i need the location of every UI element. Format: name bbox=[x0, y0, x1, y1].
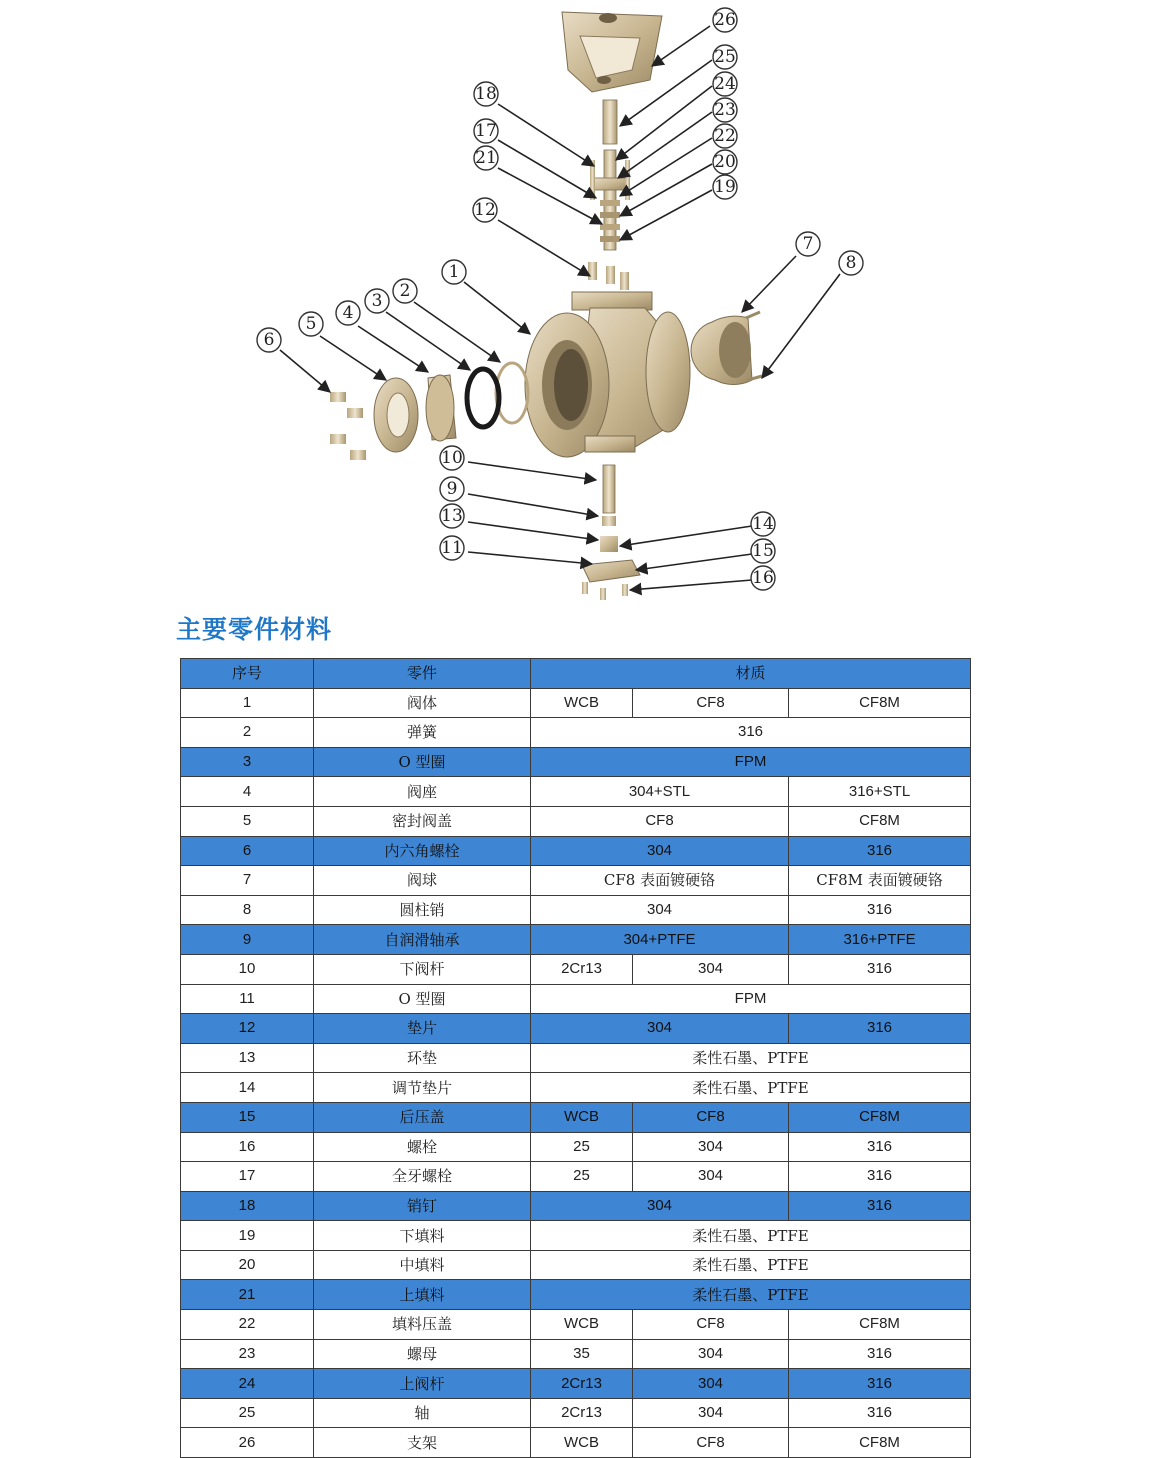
callout-10-label: 10 bbox=[441, 448, 463, 468]
bracket-part bbox=[562, 12, 662, 92]
row-material-cell: 316 bbox=[789, 1398, 971, 1428]
row-seq-cell: 5 bbox=[181, 806, 314, 836]
row-material-cell: 2Cr13 bbox=[531, 954, 633, 984]
table-row bbox=[181, 1191, 971, 1221]
callout-12 bbox=[473, 198, 497, 222]
row-material-cell: WCB bbox=[531, 688, 633, 718]
table-row bbox=[181, 1073, 971, 1103]
row-material-cell: WCB bbox=[531, 1428, 633, 1458]
row-material-cell: CF8 表面镀硬铬 bbox=[531, 866, 789, 896]
row-material-cell: 316 bbox=[789, 1339, 971, 1369]
callout-5-label: 5 bbox=[305, 314, 317, 334]
row-part-cell: 阀座 bbox=[314, 777, 531, 807]
header-part: 零件 bbox=[314, 659, 531, 689]
row-material-cell: CF8 bbox=[633, 688, 789, 718]
table-row bbox=[181, 836, 971, 866]
row-part-cell: 螺母 bbox=[314, 1339, 531, 1369]
row-material-cell: WCB bbox=[531, 1310, 633, 1340]
washers-part bbox=[588, 262, 629, 290]
row-material-cell: CF8M bbox=[789, 1428, 971, 1458]
row-part-cell: O 型圈 bbox=[314, 984, 531, 1014]
callout-4-label: 4 bbox=[342, 303, 354, 323]
table-row bbox=[181, 1398, 971, 1428]
row-material-cell: 304+PTFE bbox=[531, 925, 789, 955]
row-seq-cell: 18 bbox=[181, 1191, 314, 1221]
row-part-cell: 内六角螺栓 bbox=[314, 836, 531, 866]
row-material-cell: 316 bbox=[789, 836, 971, 866]
row-material-cell: 304 bbox=[633, 1162, 789, 1192]
row-seq-cell: 16 bbox=[181, 1132, 314, 1162]
callout-18-label: 18 bbox=[475, 84, 497, 104]
row-material-cell: 316 bbox=[789, 1162, 971, 1192]
row-seq-cell: 20 bbox=[181, 1250, 314, 1280]
exploded-valve-diagram bbox=[0, 0, 1150, 605]
callout-20-label: 20 bbox=[714, 152, 736, 172]
callout-17 bbox=[474, 119, 498, 143]
row-part-cell: 轴 bbox=[314, 1398, 531, 1428]
lower-stem-part bbox=[603, 465, 615, 513]
row-material-cell: CF8M bbox=[789, 688, 971, 718]
row-seq-cell: 12 bbox=[181, 1014, 314, 1044]
row-part-cell: 螺栓 bbox=[314, 1132, 531, 1162]
header-material: 材质 bbox=[531, 659, 971, 689]
table-row bbox=[181, 954, 971, 984]
callout-7 bbox=[796, 232, 820, 256]
callout-25-label: 25 bbox=[714, 47, 736, 67]
pin-part bbox=[746, 312, 760, 318]
row-part-cell: 支架 bbox=[314, 1428, 531, 1458]
table-row bbox=[181, 747, 971, 777]
callout-9-label: 9 bbox=[446, 479, 458, 499]
row-part-cell: 后压盖 bbox=[314, 1102, 531, 1132]
row-material-cell: 柔性石墨、PTFE bbox=[531, 1221, 971, 1251]
table-row bbox=[181, 1339, 971, 1369]
callout-26 bbox=[713, 8, 737, 32]
row-material-cell: 304+STL bbox=[531, 777, 789, 807]
valve-body-part bbox=[525, 292, 690, 457]
row-seq-cell: 10 bbox=[181, 954, 314, 984]
row-seq-cell: 15 bbox=[181, 1102, 314, 1132]
callout-6 bbox=[257, 328, 281, 352]
table-row bbox=[181, 1369, 971, 1399]
callout-26-label: 26 bbox=[714, 10, 736, 30]
table-row bbox=[181, 925, 971, 955]
row-material-cell: 316 bbox=[531, 718, 971, 748]
callout-20 bbox=[713, 150, 737, 174]
valve-parts-drawing bbox=[330, 12, 762, 600]
callout-11 bbox=[440, 536, 464, 560]
row-seq-cell: 19 bbox=[181, 1221, 314, 1251]
row-material-cell: 25 bbox=[531, 1162, 633, 1192]
callout-7-label: 7 bbox=[802, 234, 814, 254]
row-part-cell: 下阀杆 bbox=[314, 954, 531, 984]
row-seq-cell: 21 bbox=[181, 1280, 314, 1310]
shaft-part bbox=[603, 100, 617, 144]
row-part-cell: 调节垫片 bbox=[314, 1073, 531, 1103]
seal-cover-part bbox=[374, 378, 418, 452]
row-part-cell: 垫片 bbox=[314, 1014, 531, 1044]
row-material-cell: 316 bbox=[789, 895, 971, 925]
row-part-cell: 自润滑轴承 bbox=[314, 925, 531, 955]
upper-stem-assembly bbox=[590, 150, 630, 250]
ring-gasket-part bbox=[600, 536, 618, 552]
row-part-cell: 环垫 bbox=[314, 1043, 531, 1073]
row-part-cell: O 型圈 bbox=[314, 747, 531, 777]
callout-13-label: 13 bbox=[441, 506, 463, 526]
table-header-row bbox=[181, 659, 971, 689]
callout-22-label: 22 bbox=[714, 126, 736, 146]
callout-14 bbox=[751, 512, 775, 536]
callout-15-label: 15 bbox=[752, 541, 774, 561]
callout-18 bbox=[474, 82, 498, 106]
row-material-cell: 柔性石墨、PTFE bbox=[531, 1043, 971, 1073]
row-material-cell: 304 bbox=[633, 1339, 789, 1369]
row-seq-cell: 14 bbox=[181, 1073, 314, 1103]
row-material-cell: 2Cr13 bbox=[531, 1369, 633, 1399]
table-row bbox=[181, 895, 971, 925]
hex-bolts-part bbox=[330, 392, 366, 460]
table-row bbox=[181, 806, 971, 836]
table-row bbox=[181, 1250, 971, 1280]
row-material-cell: 304 bbox=[633, 1132, 789, 1162]
row-material-cell: 304 bbox=[531, 836, 789, 866]
row-material-cell: 柔性石墨、PTFE bbox=[531, 1073, 971, 1103]
row-material-cell: 304 bbox=[633, 954, 789, 984]
callout-8-label: 8 bbox=[845, 253, 857, 273]
row-material-cell: CF8 bbox=[531, 806, 789, 836]
callout-12-label: 12 bbox=[474, 200, 496, 220]
row-seq-cell: 23 bbox=[181, 1339, 314, 1369]
callout-8 bbox=[839, 251, 863, 275]
table-row bbox=[181, 984, 971, 1014]
materials-table bbox=[180, 658, 971, 1458]
row-material-cell: CF8M bbox=[789, 1102, 971, 1132]
callout-13 bbox=[440, 504, 464, 528]
callout-17-label: 17 bbox=[475, 121, 497, 141]
callout-3 bbox=[365, 289, 389, 313]
table-row bbox=[181, 866, 971, 896]
table-row bbox=[181, 1310, 971, 1340]
row-part-cell: 圆柱销 bbox=[314, 895, 531, 925]
rear-bolts-part bbox=[582, 582, 628, 600]
callout-24-label: 24 bbox=[714, 74, 736, 94]
row-material-cell: 316 bbox=[789, 954, 971, 984]
callout-21 bbox=[474, 146, 498, 170]
row-seq-cell: 8 bbox=[181, 895, 314, 925]
callout-10 bbox=[440, 446, 464, 470]
row-seq-cell: 7 bbox=[181, 866, 314, 896]
callout-15 bbox=[751, 539, 775, 563]
row-part-cell: 阀体 bbox=[314, 688, 531, 718]
row-part-cell: 全牙螺栓 bbox=[314, 1162, 531, 1192]
callout-23 bbox=[713, 98, 737, 122]
callout-2-label: 2 bbox=[399, 281, 411, 301]
row-material-cell: CF8M bbox=[789, 1310, 971, 1340]
row-part-cell: 上阀杆 bbox=[314, 1369, 531, 1399]
row-material-cell: 25 bbox=[531, 1132, 633, 1162]
callout-22 bbox=[713, 124, 737, 148]
table-row bbox=[181, 1132, 971, 1162]
row-material-cell: WCB bbox=[531, 1102, 633, 1132]
row-material-cell: 304 bbox=[531, 1191, 789, 1221]
row-seq-cell: 11 bbox=[181, 984, 314, 1014]
callout-3-label: 3 bbox=[371, 291, 383, 311]
row-material-cell: 316 bbox=[789, 1369, 971, 1399]
row-part-cell: 销钉 bbox=[314, 1191, 531, 1221]
callout-2 bbox=[393, 279, 417, 303]
callout-11-label: 11 bbox=[441, 538, 463, 558]
row-part-cell: 中填料 bbox=[314, 1250, 531, 1280]
callout-24 bbox=[713, 72, 737, 96]
header-seq: 序号 bbox=[181, 659, 314, 689]
seat-part bbox=[426, 375, 456, 441]
row-part-cell: 阀球 bbox=[314, 866, 531, 896]
callout-16 bbox=[751, 566, 775, 590]
callout-21-label: 21 bbox=[475, 148, 497, 168]
row-material-cell: 316 bbox=[789, 1191, 971, 1221]
callout-6-label: 6 bbox=[263, 330, 275, 350]
table-row bbox=[181, 1162, 971, 1192]
row-material-cell: 316+PTFE bbox=[789, 925, 971, 955]
row-material-cell: CF8 bbox=[633, 1102, 789, 1132]
callout-9 bbox=[440, 477, 464, 501]
row-seq-cell: 9 bbox=[181, 925, 314, 955]
section-title: 主要零件材料 bbox=[176, 615, 333, 644]
o-ring-part bbox=[467, 369, 499, 427]
row-material-cell: 316+STL bbox=[789, 777, 971, 807]
row-seq-cell: 25 bbox=[181, 1398, 314, 1428]
row-part-cell: 上填料 bbox=[314, 1280, 531, 1310]
row-part-cell: 下填料 bbox=[314, 1221, 531, 1251]
callout-14-label: 14 bbox=[752, 514, 774, 534]
table-row bbox=[181, 718, 971, 748]
row-material-cell: 316 bbox=[789, 1132, 971, 1162]
callout-25 bbox=[713, 45, 737, 69]
row-seq-cell: 13 bbox=[181, 1043, 314, 1073]
row-material-cell: FPM bbox=[531, 747, 971, 777]
table-row bbox=[181, 1221, 971, 1251]
row-seq-cell: 24 bbox=[181, 1369, 314, 1399]
row-material-cell: 柔性石墨、PTFE bbox=[531, 1280, 971, 1310]
row-material-cell: 2Cr13 bbox=[531, 1398, 633, 1428]
table-row bbox=[181, 1043, 971, 1073]
table-row bbox=[181, 777, 971, 807]
callout-1-label: 1 bbox=[448, 262, 460, 282]
table-row bbox=[181, 1280, 971, 1310]
row-material-cell: 304 bbox=[633, 1369, 789, 1399]
callout-19-label: 19 bbox=[714, 177, 736, 197]
table-row bbox=[181, 1014, 971, 1044]
row-seq-cell: 22 bbox=[181, 1310, 314, 1340]
table-row bbox=[181, 1102, 971, 1132]
table-row bbox=[181, 688, 971, 718]
row-part-cell: 弹簧 bbox=[314, 718, 531, 748]
ball-part bbox=[691, 316, 752, 384]
row-seq-cell: 26 bbox=[181, 1428, 314, 1458]
callout-23-label: 23 bbox=[714, 100, 736, 120]
row-seq-cell: 1 bbox=[181, 688, 314, 718]
row-seq-cell: 6 bbox=[181, 836, 314, 866]
row-seq-cell: 4 bbox=[181, 777, 314, 807]
row-material-cell: CF8 bbox=[633, 1428, 789, 1458]
callout-16-label: 16 bbox=[752, 568, 774, 588]
row-material-cell: 316 bbox=[789, 1014, 971, 1044]
row-material-cell: CF8M 表面镀硬铬 bbox=[789, 866, 971, 896]
row-part-cell: 密封阀盖 bbox=[314, 806, 531, 836]
row-seq-cell: 3 bbox=[181, 747, 314, 777]
row-material-cell: 柔性石墨、PTFE bbox=[531, 1250, 971, 1280]
leader-lines bbox=[280, 26, 840, 590]
callout-1 bbox=[442, 260, 466, 284]
row-material-cell: FPM bbox=[531, 984, 971, 1014]
callout-5 bbox=[299, 312, 323, 336]
row-part-cell: 填料压盖 bbox=[314, 1310, 531, 1340]
row-material-cell: 304 bbox=[633, 1398, 789, 1428]
callout-4 bbox=[336, 301, 360, 325]
bearing-part bbox=[602, 516, 616, 526]
row-material-cell: 35 bbox=[531, 1339, 633, 1369]
row-seq-cell: 2 bbox=[181, 718, 314, 748]
callout-19 bbox=[713, 175, 737, 199]
row-material-cell: 304 bbox=[531, 1014, 789, 1044]
row-material-cell: CF8M bbox=[789, 806, 971, 836]
table-row bbox=[181, 1428, 971, 1458]
row-seq-cell: 17 bbox=[181, 1162, 314, 1192]
row-material-cell: 304 bbox=[531, 895, 789, 925]
row-material-cell: CF8 bbox=[633, 1310, 789, 1340]
